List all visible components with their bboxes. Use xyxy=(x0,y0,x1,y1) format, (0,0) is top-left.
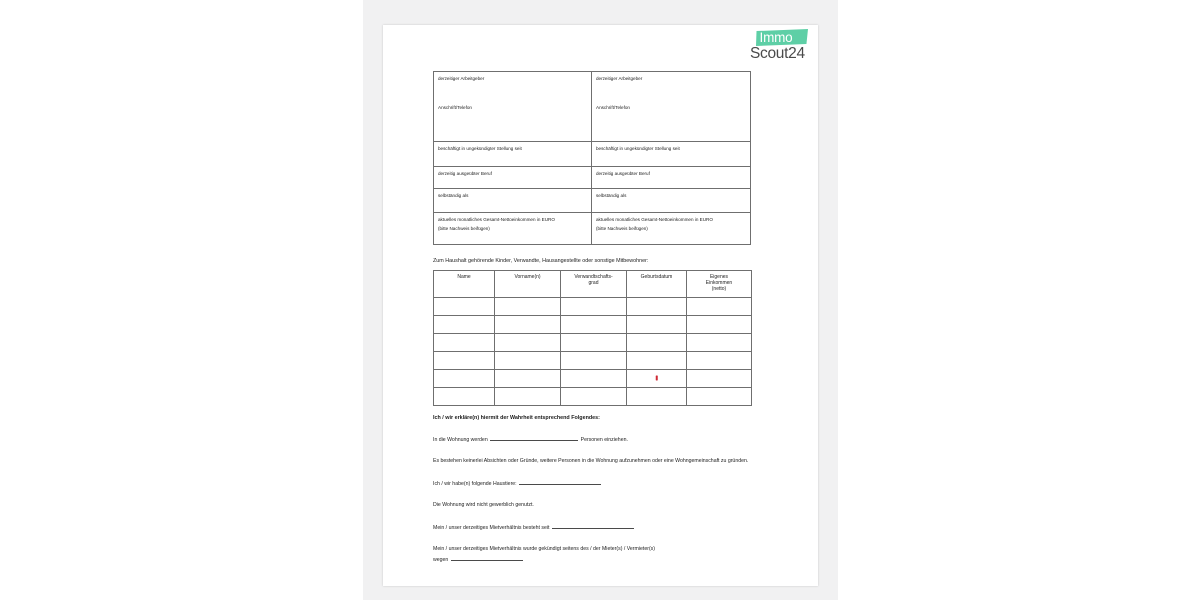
household-cell[interactable] xyxy=(434,369,495,387)
declaration-section xyxy=(433,415,765,577)
employer-cell-profession-1[interactable] xyxy=(434,167,591,189)
employer-column-1 xyxy=(434,72,592,244)
household-cell[interactable] xyxy=(687,369,752,387)
household-header-row xyxy=(434,271,752,298)
household-cell[interactable] xyxy=(561,297,627,315)
household-header-own-income: Eigenes Einkommen (netto) xyxy=(687,271,752,298)
household-cell[interactable] xyxy=(561,387,627,405)
table-row xyxy=(434,315,752,333)
declaration-line-pets xyxy=(433,478,765,489)
table-row xyxy=(434,387,752,405)
household-cell[interactable] xyxy=(687,387,752,405)
employer-cell-current-employer-1[interactable] xyxy=(434,72,591,142)
household-cell[interactable] xyxy=(434,297,495,315)
label-employed-since-1: beschäftigt in ungekündigter Stellung seit xyxy=(438,146,522,151)
logo-badge-label: Immo xyxy=(759,30,793,45)
household-header-birthdate: Geburtsdatum xyxy=(627,271,687,298)
label-self-employed-2: selbständig als xyxy=(596,193,627,198)
household-members-table xyxy=(433,270,752,406)
label-current-employer-1: derzeitiger Arbeitgeber xyxy=(438,76,485,81)
table-row xyxy=(434,297,752,315)
employer-cell-self-employed-2[interactable] xyxy=(592,189,750,213)
household-cell[interactable] xyxy=(687,333,752,351)
household-cell[interactable] xyxy=(495,387,561,405)
household-cell[interactable] xyxy=(495,297,561,315)
household-table-body xyxy=(434,297,752,405)
household-section-heading: Zum Haushalt gehörende Kinder, Verwandte, Hausangestellte oder sonstige Mitbewohner: xyxy=(433,258,649,264)
household-cell[interactable] xyxy=(495,351,561,369)
household-cell[interactable] xyxy=(627,369,687,387)
employer-information-table xyxy=(433,71,751,245)
household-cell[interactable] xyxy=(561,369,627,387)
employer-cell-net-income-1[interactable] xyxy=(434,213,591,244)
household-cell[interactable] xyxy=(561,351,627,369)
household-cell[interactable] xyxy=(627,387,687,405)
logo-wordmark: Scout24 xyxy=(750,45,805,62)
employer-cell-employed-since-1[interactable] xyxy=(434,142,591,167)
employer-cell-employed-since-2[interactable] xyxy=(592,142,750,167)
household-cell[interactable] xyxy=(495,315,561,333)
label-self-employed-1: selbständig als xyxy=(438,193,469,198)
persons-text-after: Personen einziehen. xyxy=(580,437,628,443)
tenancy-terminated-reason-label: wegen xyxy=(433,556,449,563)
household-cell[interactable] xyxy=(627,351,687,369)
persons-blank-field[interactable] xyxy=(490,434,578,441)
label-employed-since-2: beschäftigt in ungekündigter Stellung seit xyxy=(596,146,680,151)
household-cell[interactable] xyxy=(627,333,687,351)
employer-cell-net-income-2[interactable] xyxy=(592,213,750,244)
household-cell[interactable] xyxy=(434,333,495,351)
label-current-employer-2: derzeitiger Arbeitgeber xyxy=(596,76,643,81)
declaration-heading: Ich / wir erkläre(n) hiermit der Wahrheit entsprechend Folgendes: xyxy=(433,415,600,421)
tenancy-terminated-reason-blank-field[interactable] xyxy=(451,554,523,561)
employer-cell-current-employer-2[interactable] xyxy=(592,72,750,142)
label-net-income-line1-1: aktuelles monatliches Gesamt-Nettoeinkommen in EURO xyxy=(438,217,555,222)
persons-text-before: In die Wohnung werden xyxy=(433,437,488,443)
label-address-phone-2: Anschrift/Telefon xyxy=(596,105,630,110)
label-current-profession-1: derzeitig ausgeübter Beruf xyxy=(438,171,492,176)
household-header-name: Name xyxy=(434,271,495,298)
immoscout24-logo xyxy=(750,29,812,70)
pets-text-before: Ich / wir habe(n) folgende Haustiere: xyxy=(433,481,517,488)
household-cell[interactable] xyxy=(434,387,495,405)
household-cell[interactable] xyxy=(627,315,687,333)
declaration-line-no-additional-persons: Es bestehen keinerlei Absichten oder Gründe, weitere Personen in die Wohnung aufzunehmen oder eine Wohngemeinschaft zu gründen. xyxy=(433,457,749,464)
employer-column-2 xyxy=(592,72,750,244)
text-cursor-marker xyxy=(655,376,658,381)
declaration-line-persons xyxy=(433,434,765,445)
employer-cell-self-employed-1[interactable] xyxy=(434,189,591,213)
household-cell[interactable] xyxy=(561,333,627,351)
tenancy-terminated-text: Mein / unser derzeitiges Mietverhältnis wurde gekündigt seitens des / der Mieter(s) / Vermieter(s) xyxy=(433,545,656,552)
table-row xyxy=(434,333,752,351)
household-cell[interactable] xyxy=(687,315,752,333)
tenancy-since-blank-field[interactable] xyxy=(552,522,634,529)
household-cell[interactable] xyxy=(434,351,495,369)
household-table-head xyxy=(434,271,752,298)
tenancy-since-text-before: Mein / unser derzeitiges Mietverhältnis besteht seit xyxy=(433,525,550,532)
declaration-line-tenancy-since xyxy=(433,522,765,533)
label-net-income-line2-2: (bitte Nachweis beifügen) xyxy=(596,226,648,231)
household-cell[interactable] xyxy=(561,315,627,333)
household-header-firstname: Vorname(n) xyxy=(495,271,561,298)
label-address-phone-1: Anschrift/Telefon xyxy=(438,105,472,110)
table-row xyxy=(434,369,752,387)
household-cell[interactable] xyxy=(495,333,561,351)
label-current-profession-2: derzeitig ausgeübter Beruf xyxy=(596,171,650,176)
employer-cell-profession-2[interactable] xyxy=(592,167,750,189)
declaration-line-no-commercial-use: Die Wohnung wird nicht gewerblich genutzt. xyxy=(433,501,534,508)
household-cell[interactable] xyxy=(687,297,752,315)
declaration-line-tenancy-terminated xyxy=(433,546,765,564)
household-cell[interactable] xyxy=(687,351,752,369)
label-net-income-line2-1: (bitte Nachweis beifügen) xyxy=(438,226,490,231)
household-cell[interactable] xyxy=(627,297,687,315)
label-net-income-line1-2: aktuelles monatliches Gesamt-Nettoeinkommen in EURO xyxy=(596,217,713,222)
household-cell[interactable] xyxy=(434,315,495,333)
table-row xyxy=(434,351,752,369)
pets-blank-field[interactable] xyxy=(519,478,601,485)
household-header-relationship: Verwandtschafts- grad xyxy=(561,271,627,298)
household-cell[interactable] xyxy=(495,369,561,387)
